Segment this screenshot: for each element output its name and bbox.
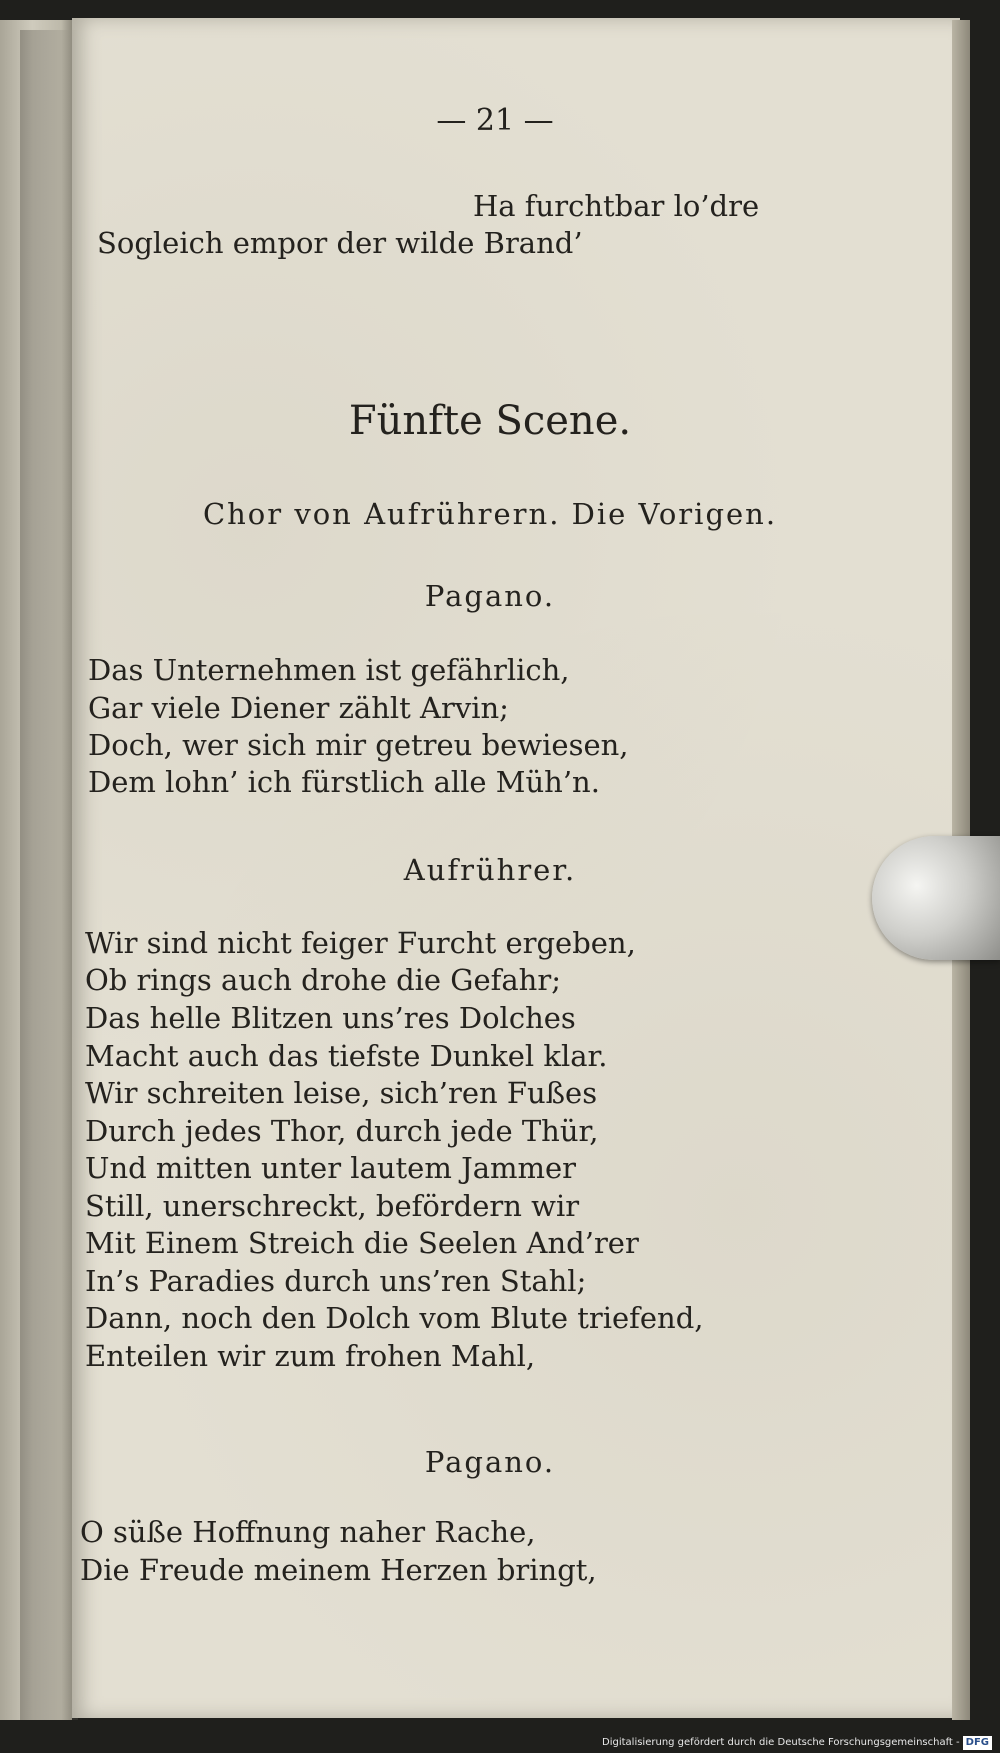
verse-line: Ha furchtbar lo’dre <box>473 189 760 223</box>
speaker-name: Aufrührer. <box>403 853 577 887</box>
page-number: — 21 — <box>436 103 554 138</box>
verse-line: In’s Paradies durch uns’ren Stahl; <box>85 1264 587 1298</box>
verse-line: Dann, noch den Dolch vom Blute triefend, <box>85 1301 704 1335</box>
verse-line: Und mitten unter lautem Jammer <box>85 1151 577 1185</box>
speaker-name: Pagano. <box>424 1445 556 1479</box>
verse-line: O süße Hoffnung naher Rache, <box>80 1515 536 1549</box>
verse-line: Wir sind nicht feiger Furcht ergeben, <box>85 926 636 960</box>
verse-line: Die Freude meinem Herzen bringt, <box>80 1553 597 1587</box>
verse-line: Dem lohn’ ich fürstlich alle Müh’n. <box>88 765 600 799</box>
verse-line: Das Unternehmen ist gefährlich, <box>88 653 570 687</box>
verse-line: Doch, wer sich mir getreu bewiesen, <box>88 728 629 762</box>
verse-line: Durch jedes Thor, durch jede Thür, <box>85 1114 599 1148</box>
verse-line: Mit Einem Streich die Seelen And’rer <box>85 1226 639 1260</box>
speaker-name: Pagano. <box>424 579 556 613</box>
digitization-credit <box>600 1736 992 1750</box>
verse-line: Das helle Blitzen uns’res Dolches <box>85 1001 576 1035</box>
credit-text: Digitalisierung gefördert durch die Deutsche Forschungsgemeinschaft - <box>602 1737 960 1748</box>
dfg-logo: DFG <box>963 1736 992 1750</box>
verse-line: Wir schreiten leise, sich’ren Fußes <box>85 1076 598 1110</box>
verse-line: Ob rings auch drohe die Gefahr; <box>85 963 561 997</box>
verse-line: Enteilen wir zum frohen Mahl, <box>85 1339 536 1373</box>
verse-line: Gar viele Diener zählt Arvin; <box>88 691 509 725</box>
verse-line: Still, unerschreckt, befördern wir <box>85 1189 580 1223</box>
verse-line: Sogleich empor der wilde Brand’ <box>97 226 583 260</box>
scene-title: Fünfte Scene. <box>348 398 632 444</box>
cast-line: Chor von Aufrührern. Die Vorigen. <box>202 497 778 531</box>
verse-line: Macht auch das tiefste Dunkel klar. <box>85 1039 608 1073</box>
